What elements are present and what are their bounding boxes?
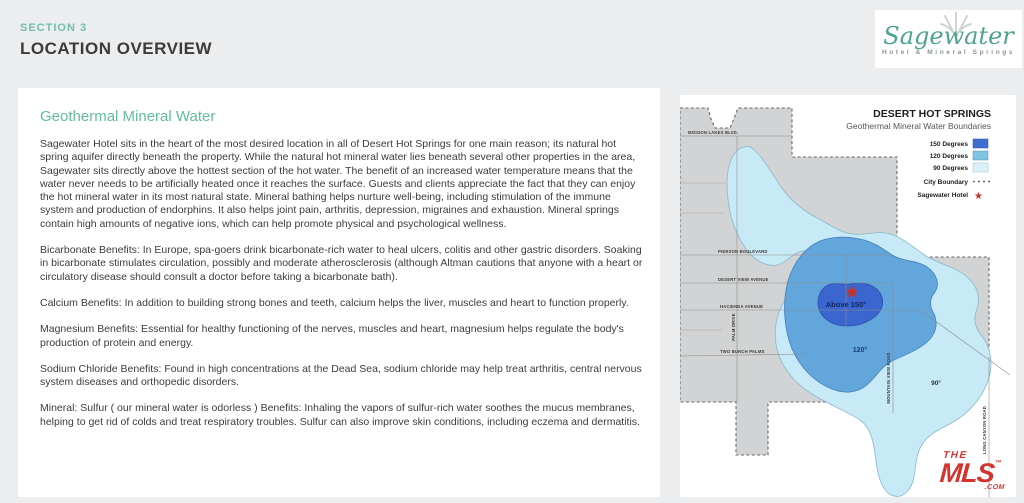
legend-swatch-150 [973, 139, 988, 148]
article-body [40, 138, 642, 429]
zone-label-core: Above 150° [825, 300, 867, 309]
street-label-mission-lakes: MISSION LAKES BLVD. [688, 130, 739, 135]
map-subtitle: Geothermal Mineral Water Boundaries [846, 121, 991, 131]
legend-label-90: 90 Degrees [933, 165, 968, 172]
article-panel [18, 88, 660, 497]
street-label-desert-view: DESERT VIEW AVENUE [718, 277, 769, 282]
paragraph-sodium-chloride: Sodium Chloride Benefits: Found in high concentrations at the Dead Sea, sodium chloride may help treat arthritis, central nervous system diseases and orthopedic disorders. [40, 362, 642, 389]
sagewater-logo [875, 10, 1022, 68]
mls-logo-main [939, 460, 1007, 487]
paragraph-sulfur: Mineral: Sulfur ( our mineral water is odorless ) Benefits: Inhaling the vapors of sulfur-rich water soothes the mucus membranes, helping to get rid of colds and treat respiratory troubles. Sulfur can also improve skin conditions, including eczema and dermatitis. [40, 402, 640, 428]
paragraph-intro: Sagewater Hotel sits in the heart of the most desired location in all of Desert Hot Springs for one main reason; its natural hot spring aquifer directly beneath the property. While the natural hot mineral water lies beneath several other properties in the area, Sagewater sits directly above the hottest section of the hot water. The benefit of an increased water temperature means that the water never needs to be artificially heated once it reaches the surface. Guests and clients appreciate the fact that they can enjoy the hot mineral water in its most natural state. Mineral bathing helps nurture well-being, including stimulation of the immune system and production of endorphins. It also helps joint pain, arthritis, depression, migraines and exhaustion. Mineral springs contain high amounts of negative ions, which can help promote physical and psychological wellness. [40, 138, 636, 230]
geothermal-map [680, 95, 1016, 497]
page-header [20, 22, 212, 59]
legend-label-city-boundary: City Boundary [923, 179, 968, 186]
paragraph-bicarbonate: Bicarbonate Benefits: In Europe, spa-goers drink bicarbonate-rich water to heal ulcers, colitis and other gastric disorders. Soaking in bicarbonate stimulates circulation, possibly and moderate atherosclerosis (although Altman cautions that anyone with a heart or circulatory disease should consult a doctor before taking a bicarbonate bath). [40, 244, 643, 283]
mls-logo-the: THE [942, 450, 968, 461]
street-label-mountain-view: MOUNTAIN VIEW ROAD [886, 352, 891, 404]
street-label-hacienda: HACIENDA AVENUE [720, 304, 764, 309]
map-panel [680, 95, 1016, 497]
mls-logo-com: .COM [984, 484, 1006, 491]
street-label-long-canyon: LONG CANYON ROAD [982, 405, 987, 455]
page-title: LOCATION OVERVIEW [20, 39, 213, 58]
logo-tagline: Hotel & Mineral Springs [881, 49, 1016, 56]
article-heading: Geothermal Mineral Water [40, 108, 216, 125]
legend-star-icon: ★ [974, 191, 983, 202]
paragraph-magnesium: Magnesium Benefits: Essential for healthy functioning of the nerves, muscles and heart, magnesium helps regulate the body's production of protein and energy. [40, 323, 624, 349]
section-label: SECTION 3 [20, 22, 88, 34]
paragraph-calcium: Calcium Benefits: In addition to building strong bones and teeth, calcium helps the liver, muscles and heart to function properly. [40, 296, 629, 309]
logo-name: Sagewater [883, 22, 1014, 50]
legend-label-hotel: Sagewater Hotel [917, 192, 968, 199]
zone-label-120: 120° [852, 347, 868, 354]
street-label-two-bunch: TWO BUNCH PALMS [720, 349, 765, 354]
street-label-pierson: PIERSON BOULEVARD [718, 249, 768, 254]
mls-logo-tm: ™ [994, 460, 1002, 467]
legend-label-150: 150 Degrees [929, 141, 968, 148]
legend-swatch-120 [973, 151, 988, 160]
legend-label-120: 120 Degrees [929, 153, 968, 160]
map-title: DESERT HOT SPRINGS [873, 108, 991, 120]
map-legend [917, 139, 991, 202]
mls-logo [939, 451, 1008, 491]
mls-logo-text: MLS [938, 458, 995, 488]
street-label-palm-drive: PALM DRIVE [731, 313, 736, 341]
zone-label-90: 90° [931, 380, 941, 387]
legend-swatch-90 [973, 163, 988, 172]
